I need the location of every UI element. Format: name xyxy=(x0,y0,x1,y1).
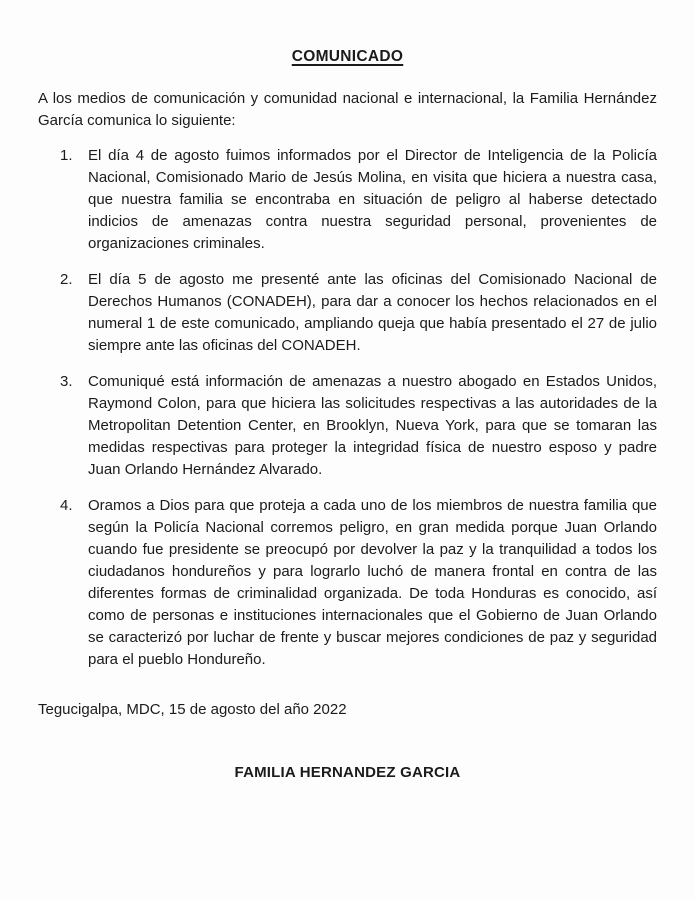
item-text: El día 5 de agosto me presenté ante las oficinas del Comisionado Nacional de Derechos Humanos (CONADEH), para dar a conocer los hechos relacionados en el numeral 1 de este comunicado, ampliando queja que había presentado el 27 de julio siempre ante las oficinas del CONADEH. xyxy=(88,271,657,354)
numbered-list xyxy=(38,145,657,671)
document-title-text: COMUNICADO xyxy=(291,48,404,65)
intro-paragraph: A los medios de comunicación y comunidad nacional e internacional, la Familia Hernández García comunica lo siguiente: xyxy=(38,90,657,129)
item-text: El día 4 de agosto fuimos informados por el Director de Inteligencia de la Policía Nacional, Comisionado Mario de Jesús Molina, en visita que hiciera a nuestra casa, que nuestra familia se encontraba en situación de peligro al haberse detectado indicios de amenazas contra nuestra seguridad personal, provenientes de organizaciones criminales. xyxy=(88,147,657,252)
item-number: 1. xyxy=(60,147,73,164)
signature-line: FAMILIA HERNANDEZ GARCIA xyxy=(234,764,461,781)
item-number: 3. xyxy=(60,373,73,390)
item-number: 2. xyxy=(60,271,73,288)
list-item-3 xyxy=(38,371,657,481)
item-text: Comuniqué está información de amenazas a nuestro abogado en Estados Unidos, Raymond Colon, para que hiciera las solicitudes respectivas a las autoridades de la Metropolitan Detention Center, en Brooklyn, Nueva York, para que se tomaran las medidas respectivas para proteger la integridad física de nuestro esposo y padre Juan Orlando Hernández Alvarado. xyxy=(88,373,657,478)
item-number: 4. xyxy=(60,497,73,514)
dateline: Tegucigalpa, MDC, 15 de agosto del año 2022 xyxy=(38,701,347,718)
list-item-2 xyxy=(38,269,657,357)
list-item-1 xyxy=(38,145,657,255)
list-item-4 xyxy=(38,495,657,671)
document-title xyxy=(38,46,657,68)
item-text: Oramos a Dios para que proteja a cada uno de los miembros de nuestra familia que según la Policía Nacional corremos peligro, en gran medida porque Juan Orlando cuando fue presidente se preocupó por devolver la paz y la tranquilidad a todos los ciudadanos hondureños y para lograrlo luchó de manera frontal en contra de las diferentes formas de criminalidad organizada. De toda Honduras es conocido, así como de personas e instituciones internacionales que el Gobierno de Juan Orlando se caracterizó por luchar de frente y buscar mejores condiciones de paz y seguridad para el pueblo Hondureño. xyxy=(88,497,657,668)
